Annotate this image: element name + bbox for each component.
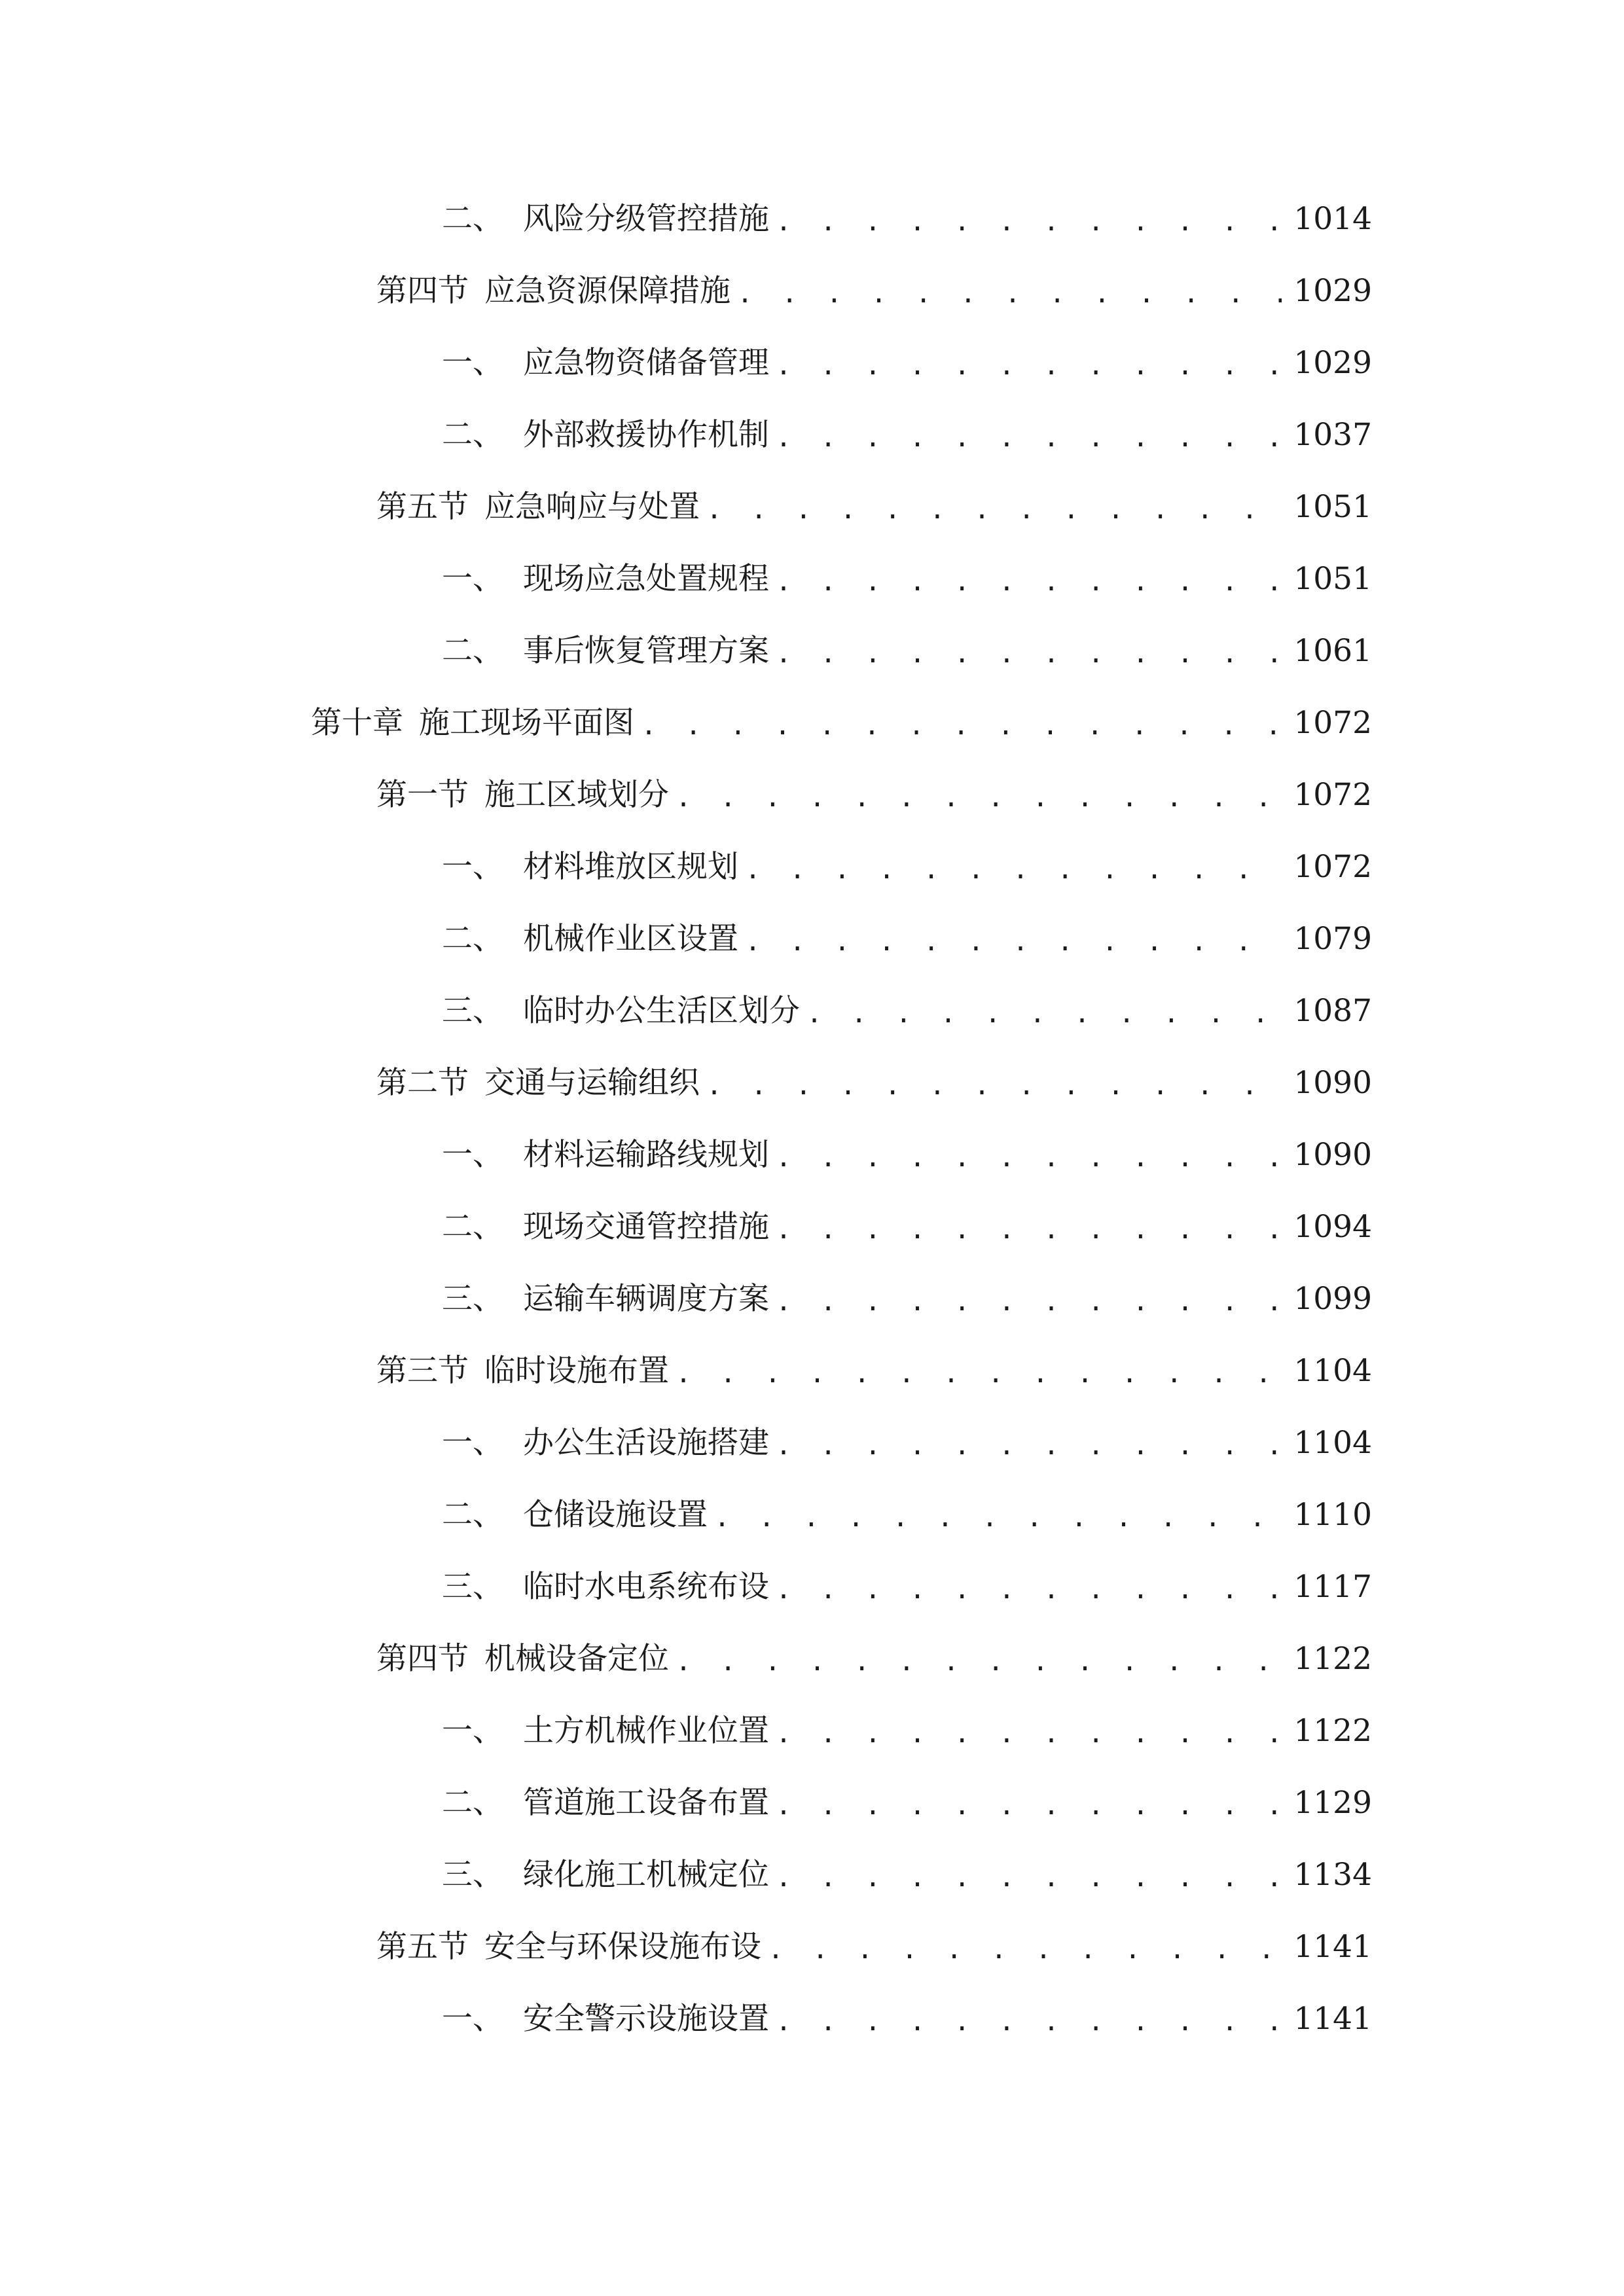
dot-leader [641, 700, 1282, 752]
toc-entry-title: 临时办公生活区划分 [523, 993, 800, 1029]
toc-entry-title: 材料堆放区规划 [523, 849, 738, 885]
toc-entry-prefix: 一、 [442, 561, 503, 597]
toc-entry-page-number: 1094 [1293, 1209, 1372, 1245]
toc-entry-prefix: 一、 [442, 345, 503, 381]
toc-entry-prefix: 三、 [442, 993, 503, 1029]
toc-entry-page-number: 1051 [1293, 561, 1372, 597]
toc-entry[interactable] [442, 1489, 1372, 1541]
toc-entry-page-number: 1122 [1293, 1713, 1372, 1749]
toc-entry[interactable] [442, 1705, 1372, 1757]
dot-leader [714, 1492, 1282, 1544]
toc-entry-title: 现场应急处置规程 [523, 561, 769, 597]
dot-leader [776, 196, 1282, 248]
toc-entry-prefix: 第四节 [376, 273, 469, 309]
dot-leader [776, 628, 1282, 680]
toc-entry-page-number: 1079 [1293, 921, 1372, 957]
toc-entry-title: 外部救援协作机制 [523, 417, 769, 453]
toc-entry[interactable] [442, 1849, 1372, 1901]
toc-entry-title: 施工区域划分 [484, 777, 669, 813]
toc-entry-page-number: 1117 [1293, 1569, 1372, 1605]
toc-entry-page-number: 1029 [1293, 345, 1372, 381]
toc-entry-prefix: 第三节 [376, 1353, 469, 1389]
toc-entry-prefix: 三、 [442, 1569, 503, 1605]
toc-entry-page-number: 1141 [1293, 1929, 1372, 1965]
toc-entry-title: 现场交通管控措施 [523, 1209, 769, 1245]
toc-entry-page-number: 1072 [1293, 849, 1372, 885]
toc-entry[interactable] [442, 337, 1372, 389]
toc-entry[interactable] [376, 1345, 1372, 1397]
dot-leader [776, 556, 1282, 608]
dot-leader [745, 844, 1282, 896]
toc-entry-title: 安全警示设施设置 [523, 2001, 769, 2037]
toc-entry-page-number: 1122 [1293, 1641, 1372, 1677]
dot-leader [706, 1060, 1282, 1112]
toc-entry[interactable] [376, 265, 1372, 317]
toc-entry[interactable] [442, 985, 1372, 1037]
toc-entry-page-number: 1099 [1293, 1281, 1372, 1317]
dot-leader [776, 1708, 1282, 1760]
dot-leader [676, 1636, 1282, 1688]
toc-entry-prefix: 二、 [442, 1497, 503, 1533]
toc-entry-prefix: 一、 [442, 1425, 503, 1461]
toc-entry-page-number: 1072 [1293, 777, 1372, 813]
toc-entry-chapter[interactable] [311, 697, 1372, 749]
toc-entry[interactable] [442, 1561, 1372, 1613]
toc-entry-title: 运输车辆调度方案 [523, 1281, 769, 1317]
toc-entry-title: 临时水电系统布设 [523, 1569, 769, 1605]
toc-entry[interactable] [442, 1777, 1372, 1829]
toc-entry-page-number: 1029 [1293, 273, 1372, 309]
dot-leader [806, 988, 1282, 1040]
toc-entry-prefix: 二、 [442, 201, 503, 237]
dot-leader [776, 1420, 1282, 1472]
toc-entry-title: 施工现场平面图 [419, 705, 634, 741]
toc-entry[interactable] [442, 1201, 1372, 1253]
toc-entry-page-number: 1134 [1293, 1857, 1372, 1893]
toc-entry-prefix: 一、 [442, 1137, 503, 1173]
toc-entry-page-number: 1090 [1293, 1137, 1372, 1173]
toc-entry[interactable] [442, 913, 1372, 965]
toc-entry-page-number: 1104 [1293, 1425, 1372, 1461]
toc-entry[interactable] [442, 1273, 1372, 1325]
dot-leader [768, 1924, 1282, 1976]
dot-leader [776, 1852, 1282, 1904]
toc-entry-prefix: 二、 [442, 1209, 503, 1245]
dot-leader [776, 1780, 1282, 1832]
toc-entry-page-number: 1110 [1293, 1497, 1372, 1533]
dot-leader [676, 772, 1282, 824]
toc-entry[interactable] [442, 193, 1372, 245]
dot-leader [706, 484, 1282, 536]
toc-entry-title: 风险分级管控措施 [523, 201, 769, 237]
toc-entry-page-number: 1072 [1293, 705, 1372, 741]
toc-entry-title: 管道施工设备布置 [523, 1785, 769, 1821]
toc-entry[interactable] [376, 481, 1372, 533]
toc-entry-page-number: 1090 [1293, 1065, 1372, 1101]
dot-leader [776, 1996, 1282, 2048]
toc-entry-page-number: 1104 [1293, 1353, 1372, 1389]
toc-entry-prefix: 一、 [442, 849, 503, 885]
toc-entry-page-number: 1061 [1293, 633, 1372, 669]
toc-entry-prefix: 二、 [442, 1785, 503, 1821]
dot-leader [776, 1204, 1282, 1256]
toc-entry[interactable] [442, 1993, 1372, 2045]
toc-entry-page-number: 1037 [1293, 417, 1372, 453]
toc-entry-prefix: 第一节 [376, 777, 469, 813]
toc-entry[interactable] [442, 553, 1372, 605]
toc-entry-title: 应急物资储备管理 [523, 345, 769, 381]
toc-entry-page-number: 1051 [1293, 489, 1372, 525]
toc-entry-prefix: 二、 [442, 417, 503, 453]
toc-entry-page-number: 1087 [1293, 993, 1372, 1029]
toc-entry-prefix: 第五节 [376, 489, 469, 525]
toc-entry-title: 应急响应与处置 [484, 489, 700, 525]
toc-entry-title: 事后恢复管理方案 [523, 633, 769, 669]
toc-entry-title: 机械设备定位 [484, 1641, 669, 1677]
toc-entry-title: 安全与环保设施布设 [484, 1929, 761, 1965]
toc-entry-prefix: 三、 [442, 1281, 503, 1317]
toc-entry-title: 土方机械作业位置 [523, 1713, 769, 1749]
toc-entry-page-number: 1141 [1293, 2001, 1372, 2037]
toc-entry[interactable] [442, 625, 1372, 677]
toc-entry-title: 材料运输路线规划 [523, 1137, 769, 1173]
toc-entry-prefix: 三、 [442, 1857, 503, 1893]
toc-entry[interactable] [376, 1057, 1372, 1109]
dot-leader [776, 412, 1282, 464]
dot-leader [776, 340, 1282, 392]
toc-entry[interactable] [442, 1129, 1372, 1181]
toc-entry-title: 临时设施布置 [484, 1353, 669, 1389]
toc-entry-title: 交通与运输组织 [484, 1065, 700, 1101]
toc-entry-prefix: 一、 [442, 1713, 503, 1749]
toc-entry[interactable] [442, 841, 1372, 893]
dot-leader [776, 1132, 1282, 1184]
toc-entry-prefix: 二、 [442, 633, 503, 669]
toc-entry-title: 办公生活设施搭建 [523, 1425, 769, 1461]
dot-leader [776, 1564, 1282, 1616]
toc-entry[interactable] [442, 1417, 1372, 1469]
dot-leader [737, 268, 1282, 320]
toc-entry[interactable] [376, 769, 1372, 821]
toc-entry-prefix: 二、 [442, 921, 503, 957]
toc-entry[interactable] [376, 1921, 1372, 1973]
dot-leader [776, 1276, 1282, 1328]
toc-entry-title: 仓储设施设置 [523, 1497, 708, 1533]
toc-entry-prefix: 第四节 [376, 1641, 469, 1677]
dot-leader [676, 1348, 1282, 1400]
toc-entry-title: 应急资源保障措施 [484, 273, 731, 309]
toc-entry-prefix: 第十章 [311, 705, 403, 741]
toc-entry-page-number: 1129 [1293, 1785, 1372, 1821]
dot-leader [745, 916, 1282, 968]
toc-entry-page-number: 1014 [1293, 201, 1372, 237]
toc-entry[interactable] [442, 409, 1372, 461]
toc-entry-title: 绿化施工机械定位 [523, 1857, 769, 1893]
toc-entry-title: 机械作业区设置 [523, 921, 738, 957]
toc-entry-prefix: 第二节 [376, 1065, 469, 1101]
toc-entry-prefix: 一、 [442, 2001, 503, 2037]
toc-entry-prefix: 第五节 [376, 1929, 469, 1965]
toc-entry[interactable] [376, 1633, 1372, 1685]
